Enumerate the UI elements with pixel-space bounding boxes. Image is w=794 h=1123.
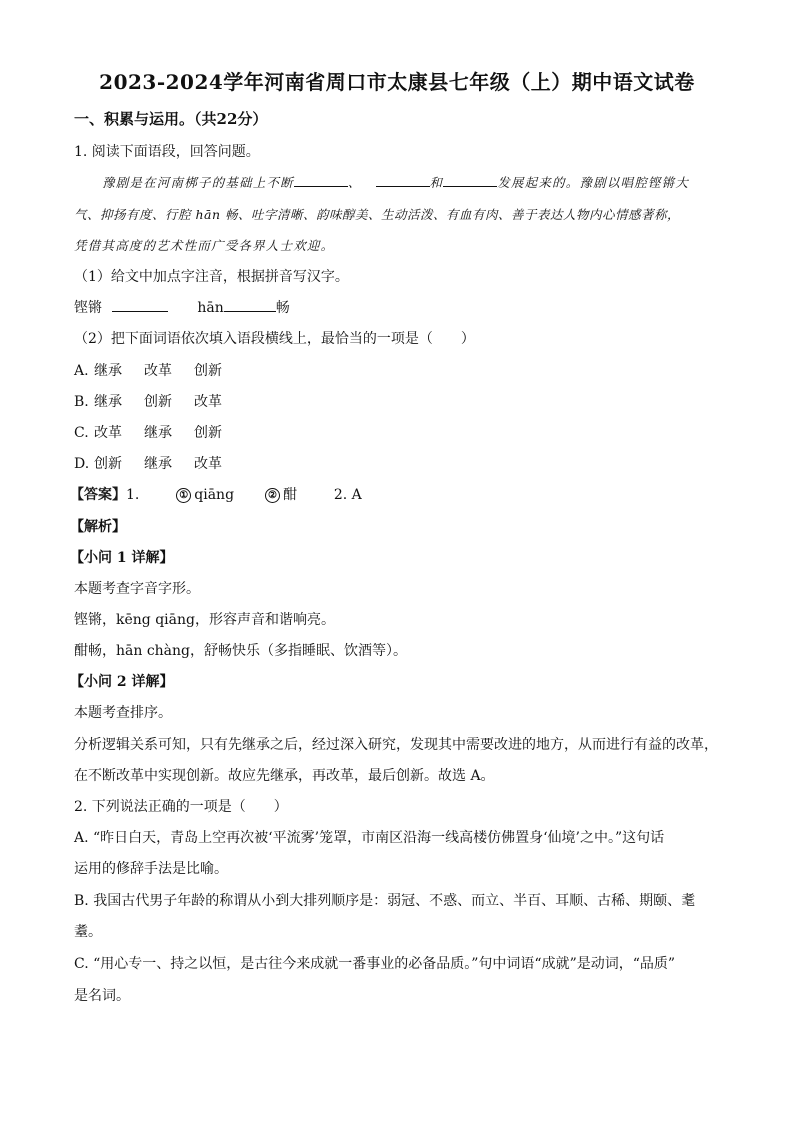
detail-2-label: 【小问 2 详解】 xyxy=(70,674,174,690)
passage-text: 和 xyxy=(429,175,444,190)
detail-2-line: 本题考查排序。 xyxy=(74,705,172,721)
passage-line-1 xyxy=(102,173,689,191)
answer-line xyxy=(70,484,362,504)
option-letter: A. xyxy=(74,363,89,379)
option-b[interactable] xyxy=(74,391,222,411)
option-letter: D. xyxy=(74,456,90,472)
fill-blank-1[interactable] xyxy=(294,174,348,187)
q2-option-a[interactable]: A. “昨日白天，青岛上空再次被‘平流雾’笼罩，市南区沿海一线高楼仿佛置身‘仙境’之中。”这句话 xyxy=(74,830,665,846)
hanzi-blank[interactable] xyxy=(224,299,276,312)
option-word: 改革 xyxy=(194,456,222,472)
detail-2-line: 分析逻辑关系可知，只有先继承之后，经过深入研究，发现其中需要改进的地方，从而进行有益的改革， xyxy=(74,737,718,753)
passage-text: 发展起来的。豫剧以唱腔铿锵大 xyxy=(497,175,690,190)
fill-blank-2[interactable] xyxy=(376,174,430,187)
q2-stem: 2. 下列说法正确的一项是（ ） xyxy=(74,799,288,815)
q2-option-c[interactable]: C. “用心专一、持之以恒，是古往今来成就一番事业的必备品质。”句中词语“成就”是动词，“品质” xyxy=(74,956,676,972)
q1-sub1-blanks xyxy=(74,297,290,317)
detail-1-line: 酣畅，hān chàng，舒畅快乐（多指睡眠、饮酒等）。 xyxy=(74,643,408,659)
detail-1-label: 【小问 1 详解】 xyxy=(70,550,174,566)
option-word: 改革 xyxy=(94,425,122,441)
analysis-label: 【解析】 xyxy=(70,519,126,535)
option-c[interactable] xyxy=(74,422,222,442)
option-letter: C. xyxy=(74,425,89,441)
option-a[interactable] xyxy=(74,360,222,380)
option-word: 改革 xyxy=(144,363,172,379)
fill-blank-3[interactable] xyxy=(443,174,497,187)
word-chang: 畅 xyxy=(275,300,290,316)
q2-option-c-cont: 是名词。 xyxy=(74,988,130,1004)
page-title: 2023-2024学年河南省周口市太康县七年级（上）期中语文试卷 xyxy=(99,70,695,94)
passage-line-2: 气、抑扬有度、行腔 hān 畅、吐字清晰、韵味醇美、生动活泼、有血有肉、善于表达人物内心情感著称， xyxy=(74,207,681,222)
q2-option-a-cont: 运用的修辞手法是比喻。 xyxy=(74,861,228,877)
detail-2-line: 在不断改革中实现创新。故应先继承，再改革，最后创新。故选 A。 xyxy=(74,768,495,784)
q1-sub2: （2）把下面词语依次填入语段横线上，最恰当的一项是（ ） xyxy=(74,331,475,347)
q2-option-b[interactable]: B. 我国古代男子年龄的称谓从小到大排列顺序是：弱冠、不惑、而立、半百、耳顺、古稀、期颐、耄 xyxy=(74,893,696,909)
option-word: 创新 xyxy=(94,456,122,472)
option-word: 继承 xyxy=(144,456,172,472)
answer-qiang: qiāng xyxy=(194,487,235,503)
answer-label: 【答案】 xyxy=(70,487,126,503)
q2-option-b-cont: 耋。 xyxy=(74,924,102,940)
passage-text: 豫剧是在河南梆子的基础上不断 xyxy=(102,175,294,190)
circled-one: ① xyxy=(176,488,191,503)
pinyin-han: hān xyxy=(197,300,224,316)
option-d[interactable] xyxy=(74,453,222,473)
q1-stem: 1. 阅读下面语段，回答问题。 xyxy=(74,144,260,160)
word-kengqiang: 铿锵 xyxy=(74,300,102,316)
detail-1-line: 铿锵，kēng qiāng，形容声音和谐响亮。 xyxy=(74,612,335,628)
pinyin-blank[interactable] xyxy=(112,299,168,312)
answer-num-2: 2. A xyxy=(333,487,362,503)
answer-han: 酣 xyxy=(282,487,297,503)
option-word: 创新 xyxy=(194,425,222,441)
option-word: 改革 xyxy=(194,394,222,410)
option-word: 继承 xyxy=(94,363,122,379)
option-word: 继承 xyxy=(144,425,172,441)
circled-two: ② xyxy=(265,488,280,503)
section-heading: 一、积累与运用。（共22分） xyxy=(74,110,268,128)
option-word: 继承 xyxy=(94,394,122,410)
answer-num-1: 1. xyxy=(126,487,140,503)
q1-sub1: （1）给文中加点字注音，根据拼音写汉字。 xyxy=(74,269,349,285)
detail-1-line: 本题考查字音字形。 xyxy=(74,581,200,597)
option-word: 创新 xyxy=(144,394,172,410)
passage-line-3: 凭借其高度的艺术性而广受各界人士欢迎。 xyxy=(74,238,335,253)
option-word: 创新 xyxy=(194,363,222,379)
passage-text: 、 xyxy=(347,175,362,190)
option-letter: B. xyxy=(74,394,89,410)
